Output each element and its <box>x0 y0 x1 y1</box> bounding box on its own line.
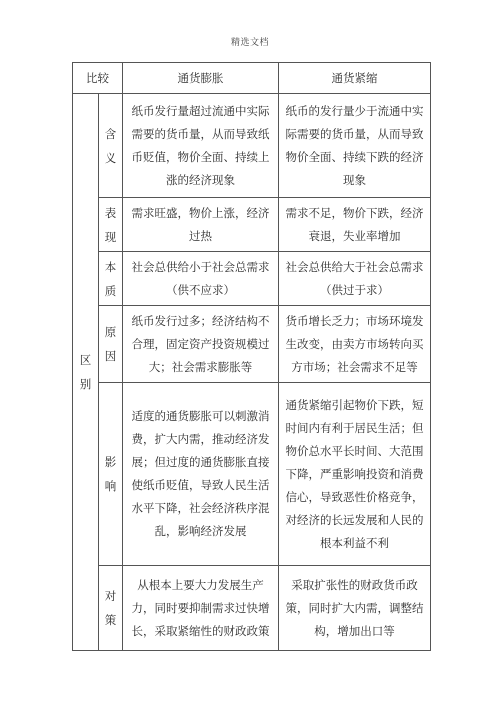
group-label-char: 别 <box>79 377 92 391</box>
table-row <box>73 306 431 383</box>
row-label-char: 义 <box>104 150 117 165</box>
header-inflation: 通货膨胀 <box>123 63 279 94</box>
row-label-countermeasure <box>99 566 123 651</box>
cell-inflation-meaning: 纸币发行量超过流通中实际需要的货币量，从而导致纸币贬值，物价全面、持续上涨的经济现象 <box>123 94 279 198</box>
cell-inflation-cause: 纸币发行过多；经济结构不合理，固定资产投资规模过大；社会需求膨胀等 <box>123 306 279 383</box>
page-header: 精选文档 <box>230 38 269 48</box>
table-row <box>73 252 431 306</box>
cell-inflation-countermeasure: 从根本上要大力发展生产力，同时要抑制需求过快增长，采取紧缩性的财政政策 <box>123 566 279 651</box>
comparison-table <box>72 62 431 651</box>
row-label-char: 本 <box>104 259 117 274</box>
cell-inflation-essence: 社会总供给小于社会总需求（供不应求） <box>123 252 279 306</box>
group-label-char: 区 <box>79 353 92 367</box>
row-label-manifestation <box>99 198 123 252</box>
cell-deflation-manifestation: 需求不足，物价下跌，经济衰退，失业率增加 <box>279 198 431 252</box>
cell-deflation-cause: 货币增长乏力；市场环境发生改变，由卖方市场转向买方市场；社会需求不足等 <box>279 306 431 383</box>
header-compare: 比较 <box>73 63 123 94</box>
row-label-essence <box>99 252 123 306</box>
table-header-row <box>73 63 431 94</box>
row-label-char: 因 <box>104 349 117 363</box>
row-label-char: 影 <box>104 455 117 469</box>
row-label-char: 现 <box>104 229 117 244</box>
row-label-char: 对 <box>104 589 117 603</box>
group-label-cell <box>73 94 99 651</box>
row-label-cause <box>99 306 123 383</box>
row-label-char: 含 <box>104 126 117 141</box>
row-label-char: 原 <box>104 325 117 339</box>
cell-inflation-impact: 适度的通货膨胀可以刺激消费，扩大内需，推动经济发展；但过度的通货膨胀直接使纸币贬值，导致人民生活水平下降，社会经济秩序混乱，影响经济发展 <box>123 383 279 566</box>
row-label-meaning <box>99 94 123 198</box>
row-label-char: 策 <box>104 613 117 627</box>
table-row <box>73 94 431 198</box>
row-label-char: 表 <box>104 205 117 220</box>
table-row <box>73 383 431 566</box>
cell-deflation-meaning: 纸币的发行量少于流通中实际需要的货币量，从而导致物价全面、持续下跌的经济现象 <box>279 94 431 198</box>
cell-deflation-impact: 通货紧缩引起物价下跌，短时间内有利于居民生活；但物价总水平长时间、大范围下降，严重影响投资和消费信心，导致恶性价格竞争，对经济的长远发展和人民的根本利益不利 <box>279 383 431 566</box>
cell-deflation-countermeasure: 采取扩张性的财政货币政策，同时扩大内需，调整结构，增加出口等 <box>279 566 431 651</box>
row-label-char: 质 <box>104 283 117 298</box>
row-label-char: 响 <box>104 479 117 493</box>
cell-inflation-manifestation: 需求旺盛，物价上涨，经济过热 <box>123 198 279 252</box>
header-deflation: 通货紧缩 <box>279 63 431 94</box>
table-row <box>73 198 431 252</box>
table-row <box>73 566 431 651</box>
cell-deflation-essence: 社会总供给大于社会总需求（供过于求） <box>279 252 431 306</box>
row-label-impact <box>99 383 123 566</box>
